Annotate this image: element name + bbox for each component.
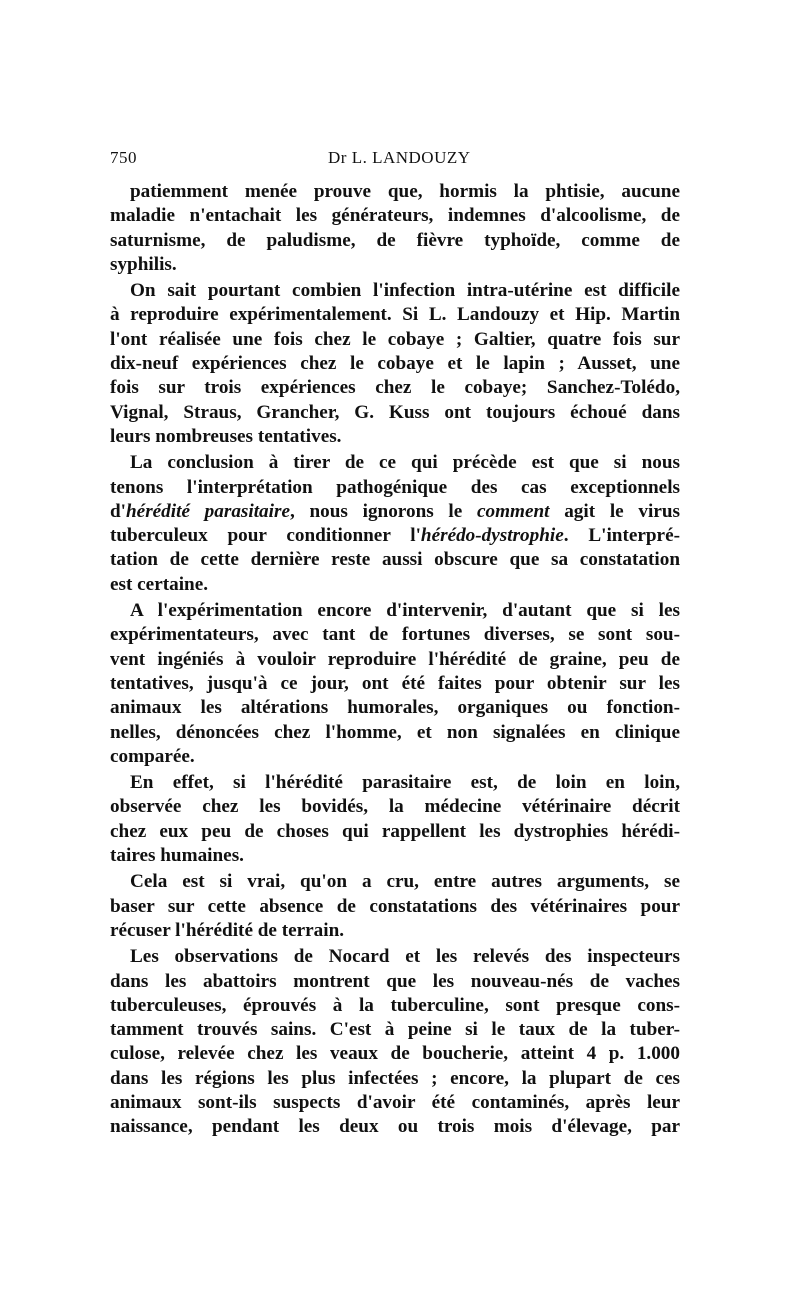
text-line: est certaine. [110, 573, 209, 595]
paragraph [110, 180, 680, 277]
paragraph [110, 771, 680, 868]
running-head: Dr L. LANDOUZY [328, 148, 471, 167]
text-line: A l'expérimentation encore d'intervenir, d'autant que si les [130, 600, 680, 622]
paragraph [110, 599, 680, 769]
text-line: vent ingéniés à vouloir reproduire l'hérédité de graine, peu de [110, 648, 680, 670]
text-line: Vignal, Straus, Grancher, G. Kuss ont toujours échoué dans [110, 401, 680, 423]
text-line: leurs nombreuses tentatives. [110, 425, 342, 447]
text-line: En effet, si l'hérédité parasitaire est, de loin en loin, [130, 772, 680, 794]
text-line: Cela est si vrai, qu'on a cru, entre autres arguments, se [130, 871, 680, 893]
text-line: tuberculeux pour conditionner l'hérédo-dystrophie. L'interpré- [110, 525, 680, 547]
page-number: 750 [110, 148, 137, 167]
body-text [110, 180, 680, 1140]
paragraph [110, 451, 680, 597]
text-line: On sait pourtant combien l'infection intra-utérine est difficile [130, 280, 680, 302]
text-line: taires humaines. [110, 845, 244, 867]
text-line: chez eux peu de choses qui rappellent les dystrophies hérédi- [110, 820, 680, 842]
text-line: maladie n'entachait les générateurs, indemnes d'alcoolisme, de [110, 205, 680, 227]
paragraph [110, 945, 680, 1139]
text-line: naissance, pendant les deux ou trois mois d'élevage, par [110, 1116, 680, 1138]
text-line: animaux sont-ils suspects d'avoir été contaminés, après leur [110, 1091, 680, 1113]
page-header [110, 148, 680, 172]
text-line: tenons l'interprétation pathogénique des cas exceptionnels [110, 476, 680, 498]
text-line: baser sur cette absence de constatations des vétérinaires pour [110, 895, 680, 917]
text-line: saturnisme, de paludisme, de fièvre typhoïde, comme de [110, 229, 680, 251]
text-line: La conclusion à tirer de ce qui précède est que si nous [130, 452, 680, 474]
text-line: Les observations de Nocard et les relevés des inspecteurs [130, 946, 680, 968]
text-line: nelles, dénoncées chez l'homme, et non signalées en clinique [110, 721, 680, 743]
text-line: fois sur trois expériences chez le cobaye; Sanchez-Tolédo, [110, 377, 680, 399]
text-line: récuser l'hérédité de terrain. [110, 919, 345, 941]
text-line: syphilis. [110, 253, 177, 275]
text-line: dix-neuf expériences chez le cobaye et le lapin ; Ausset, une [110, 353, 680, 375]
text-line: à reproduire expérimentalement. Si L. Landouzy et Hip. Martin [110, 304, 680, 326]
paragraph [110, 870, 680, 943]
text-line: patiemment menée prouve que, hormis la phtisie, aucune [130, 181, 680, 202]
text-line: expérimentateurs, avec tant de fortunes diverses, se sont sou- [110, 624, 680, 646]
text-line: observée chez les bovidés, la médecine vétérinaire décrit [110, 796, 680, 818]
text-line: tuberculeuses, éprouvés à la tuberculine, sont presque cons- [110, 994, 680, 1016]
text-line: animaux les altérations humorales, organiques ou fonction- [110, 697, 680, 719]
text-line: l'ont réalisée une fois chez le cobaye ; Galtier, quatre fois sur [110, 328, 680, 350]
paragraph [110, 279, 680, 449]
text-line: culose, relevée chez les veaux de boucherie, atteint 4 p. 1.000 [110, 1043, 680, 1065]
text-line: tation de cette dernière reste aussi obscure que sa constatation [110, 549, 680, 571]
text-line: tamment trouvés sains. C'est à peine si le taux de la tuber- [110, 1019, 680, 1041]
text-line: dans les abattoirs montrent que les nouveau-nés de vaches [110, 970, 680, 992]
text-line: dans les régions les plus infectées ; encore, la plupart de ces [110, 1067, 680, 1089]
text-line: d'hérédité parasitaire, nous ignorons le comment agit le virus [110, 500, 680, 522]
text-line: tentatives, jusqu'à ce jour, ont été faites pour obtenir sur les [110, 672, 680, 694]
text-line: comparée. [110, 745, 195, 767]
